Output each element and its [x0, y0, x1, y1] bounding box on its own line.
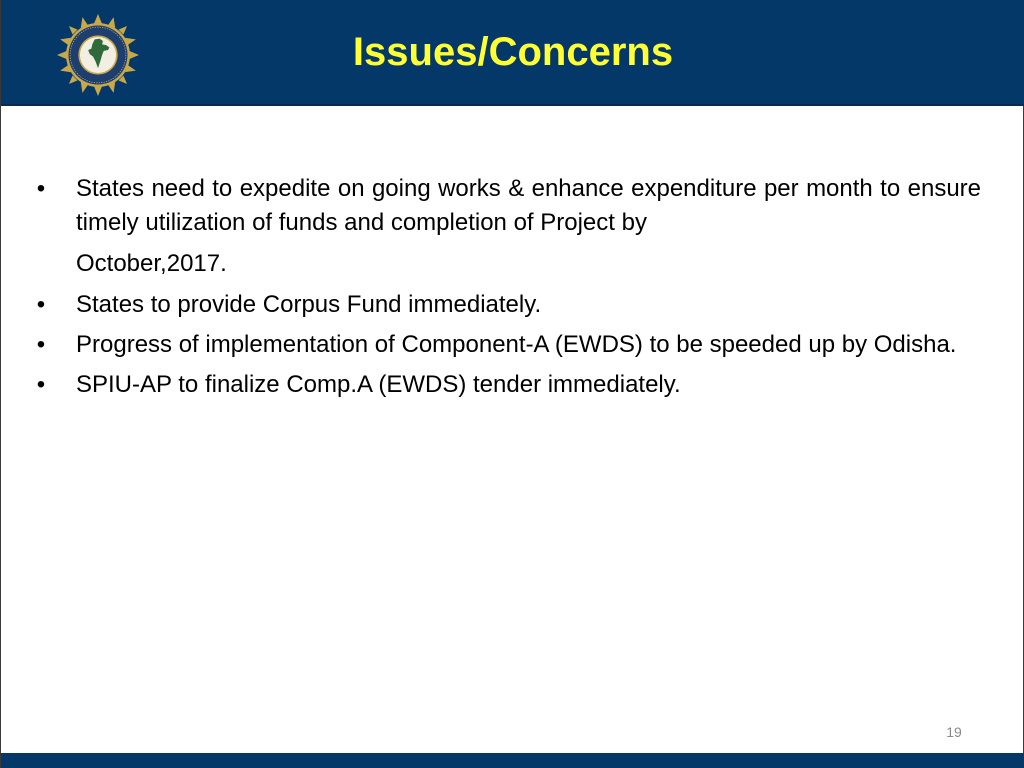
bullet-text: Progress of implementation of Component-A (EWDS) to be speeded up by Odisha. [76, 331, 957, 358]
bullet-dot: • [36, 291, 46, 318]
bullet-dot: • [36, 371, 46, 398]
bullet-dot: • [36, 175, 46, 202]
bullet-item [31, 288, 981, 322]
bullet-list [31, 172, 981, 402]
bullet-text: States to provide Corpus Fund immediately. [76, 291, 542, 318]
bullet-text: SPIU-AP to finalize Comp.A (EWDS) tender immediately. [76, 371, 681, 398]
header-bar [1, 0, 1024, 106]
footer-bar [1, 753, 1024, 768]
slide-title: Issues/Concerns [352, 30, 674, 74]
bullet-item [31, 172, 981, 288]
bullet-dot: • [36, 331, 46, 358]
bullet-continuation: October,2017. [76, 250, 227, 277]
bullet-text: States need to expedite on going works & enhance expenditure per month to ensure timely utilization of funds and completion of Project by [76, 175, 981, 236]
bullet-item [31, 368, 981, 402]
page-number: 19 [946, 724, 962, 740]
bullet-item [31, 328, 981, 362]
